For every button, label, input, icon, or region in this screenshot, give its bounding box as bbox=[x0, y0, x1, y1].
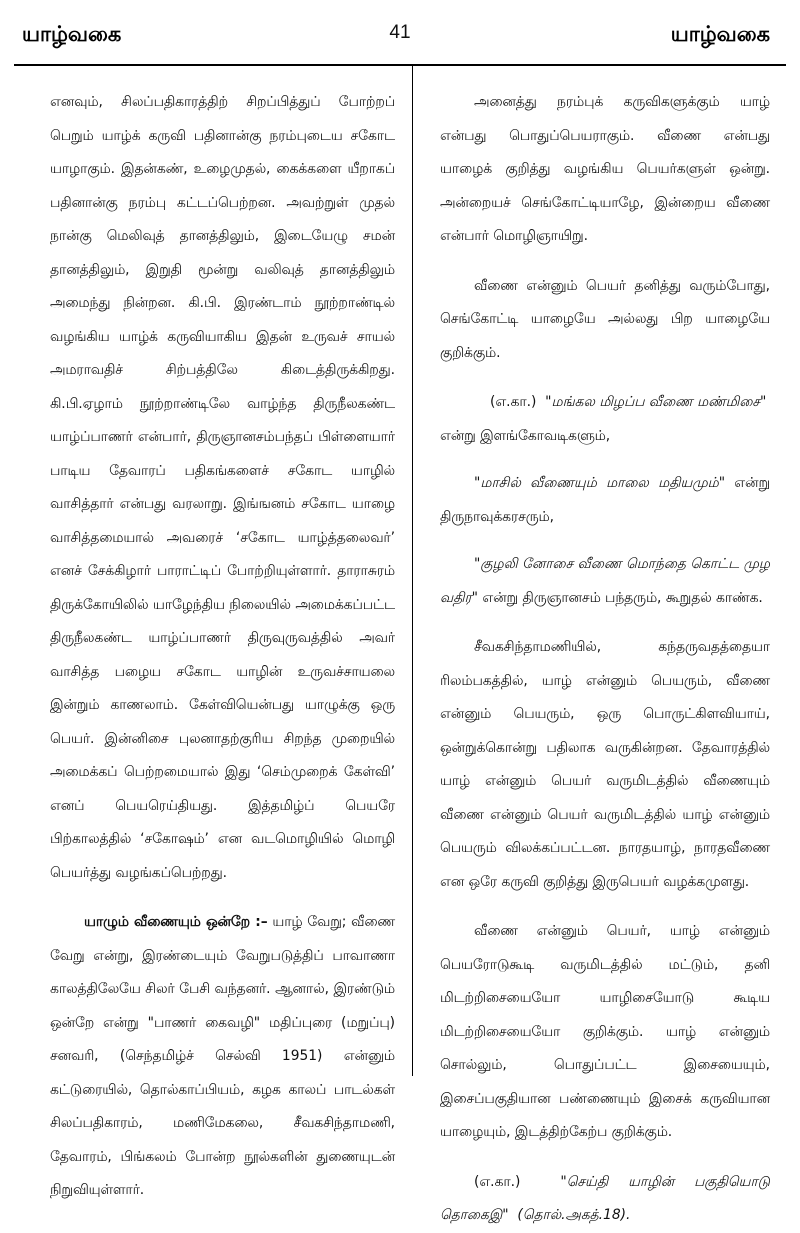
example-4-quote: "செய்தி யாழின் பகுதியொடு தொகைஇ" bbox=[440, 1173, 770, 1223]
example-4 bbox=[440, 1166, 770, 1233]
example-3 bbox=[440, 548, 770, 615]
example-2-quote: "மாசில் வீணையும் மாலை மதியமும்" bbox=[474, 475, 726, 491]
right-paragraph-1: அனைத்து நரம்புக் கருவிகளுக்கும் யாழ் என்பது பொதுப்பெயராகும். வீணை என்பது யாழைக் குறித்து வழங்கிய பெயர்களுள் ஒன்று. அன்றையச் செங்கோட்டியாழே, இன்றைய வீணை என்பார் மொழிஞாயிறு. bbox=[440, 94, 770, 244]
page-header bbox=[0, 0, 800, 64]
right-paragraph-4: வீணை என்னும் பெயர், யாழ் என்னும் பெயரோடுகூடி வருமிடத்தில் மட்டும், தனி மிடற்றிசையையோ யாழிசையோடு கூடிய மிடற்றிசையையோ குறிக்கும். யாழ் என்னும் சொல்லும், பொதுப்பட்ட இசையையும், இசைப்பகுதியான பண்ணையும் இசைக் கருவியான யாழையும், இடத்திற்கேற்ப குறிக்கும். bbox=[440, 923, 770, 1140]
section-heading: யாழும் வீணையும் ஒன்றே :– bbox=[84, 914, 268, 930]
running-title-right: யாழ்வகை bbox=[670, 22, 770, 46]
left-column bbox=[50, 86, 395, 1208]
example-2-text: என்று திருநாவுக்கரசரும், bbox=[440, 475, 770, 525]
left-paragraph-1: எனவும், சிலப்பதிகாரத்திற் சிறப்பித்துப் போற்றப் பெறும் யாழ்க் கருவி பதினான்கு நரம்புடைய சகோட யாழாகும். இதன்கண், உழைமுதல், கைக்களை யீறாகப் பதினான்கு நரம்பு கட்டப்பெற்றன. அவற்றுள் முதல் நான்கு மெலிவுத் தானத்திலும், இடையேழு சமன் தானத்திலும், இறுதி மூன்று வலிவுத் தானத்திலும் அமைந்து நின்றன. கி.பி. இரண்டாம் நூற்றாண்டில் வழங்கிய யாழ்க் கருவியாகிய இதன் உருவச் சாயல் அமராவதிச் சிற்பத்திலே கிடைத்திருக்கிறது. கி.பி.ஏழாம் நூற்றாண்டிலே வாழ்ந்த திருநீலகண்ட யாழ்ப்பாணர் என்பார், திருஞானசம்பந்தப் பிள்ளையார் பாடிய தேவாரப் பதிகங்களைச் சகோட யாழில் வாசித்தார் என்பது வரலாறு. இங்ஙனம் சகோட யாழை வாசித்தமையால் அவரைச் ‘சகோட யாழ்த்தலைவர்’ எனச் சேக்கிழார் பாராட்டிப் போற்றியுள்ளார். தாராசுரம் திருக்கோயிலில் யாழேந்திய நிலையில் அமைக்கப்பட்ட திருநீலகண்ட யாழ்ப்பாணர் திருவுருவத்தில் அவர் வாசித்த பழைய சகோட யாழின் உருவச்சாயலை இன்றும் காணலாம். கேள்வியென்பது யாழுக்கு ஒரு பெயர். இன்னிசை புலனாதற்குரிய சிறந்த முறையில் அமைக்கப் பெற்றமையால் இது ‘செம்முறைக் கேள்வி’ எனப் பெயரெய்தியது. இத்தமிழ்ப் பெயரே பிற்காலத்தில் ‘சகோஷம்’ என வடமொழியில் மொழி பெயர்த்து வழங்கப்பெற்றது. bbox=[50, 94, 395, 881]
example-4-ref: (தொல்.அகத்.18). bbox=[517, 1207, 631, 1223]
example-1-quote: "மங்கல மிழப்ப வீணை மண்மிசை" bbox=[545, 394, 767, 410]
example-1-label: (எ.கா.) bbox=[490, 394, 537, 410]
page-number: 41 bbox=[389, 22, 411, 43]
running-title-left: யாழ்வகை bbox=[22, 22, 122, 46]
example-3-quote: "குழலி னோசை வீணை மொந்தை கொட்ட முழ வதிர" bbox=[440, 556, 770, 606]
section-body: யாழ் வேறு; வீணை வேறு என்று, இரண்டையும் வேறுபடுத்திப் பாவாணா காலத்திலேயே சிலர் பேசி வந்தனர். ஆனால், இரண்டும் ஒன்றே என்று "பாணர் கைவழி" மதிப்புரை (மறுப்பு) சனவரி, (செந்தமிழ்ச் செல்வி 1951) என்னும் கட்டுரையில், தொல்காப்பியம், கழக காலப் பாடல்கள் சிலப்பதிகாரம், மணிமேகலை, சீவகசிந்தாமணி, தேவாரம், பிங்கலம் போன்ற நூல்களின் துணையுடன் நிறுவியுள்ளார். bbox=[50, 914, 395, 1198]
right-paragraph-2: வீணை என்னும் பெயர் தனித்து வரும்போது, செங்கோட்டி யாழையே அல்லது பிற யாழையே குறிக்கும். bbox=[440, 277, 770, 361]
right-paragraph-3: சீவகசிந்தாமணியில், கந்தருவதத்தையா ரிலம்பகத்தில், யாழ் என்னும் பெயரும், வீணை என்னும் பெயரும், ஒரு பொருட்கிளவியாய், ஒன்றுக்கொன்று பதிலாக வருகின்றன. தேவாரத்தில் யாழ் என்னும் பெயர் வருமிடத்தில் வீணையும் வீணை என்னும் பெயர் வருமிடத்தில் யாழ் என்னும் பெயரும் விலக்கப்பட்டன. நாரதயாழ், நாரதவீணை என ஒரே கருவி குறித்து இருபெயர் வழக்கமுளது. bbox=[440, 639, 770, 890]
example-3-text: என்று திருஞானசம் பந்தரும், கூறுதல் காண்க. bbox=[477, 589, 763, 606]
right-column bbox=[440, 86, 770, 1233]
example-2 bbox=[440, 467, 770, 534]
header-rule bbox=[14, 64, 786, 66]
example-1-tail: என்று இளங்கோவடிகளும், bbox=[440, 427, 611, 444]
left-paragraph-2 bbox=[50, 906, 395, 1208]
example-4-label: (எ.கா.) bbox=[474, 1173, 521, 1190]
example-1 bbox=[440, 386, 770, 453]
column-divider bbox=[412, 66, 413, 1076]
